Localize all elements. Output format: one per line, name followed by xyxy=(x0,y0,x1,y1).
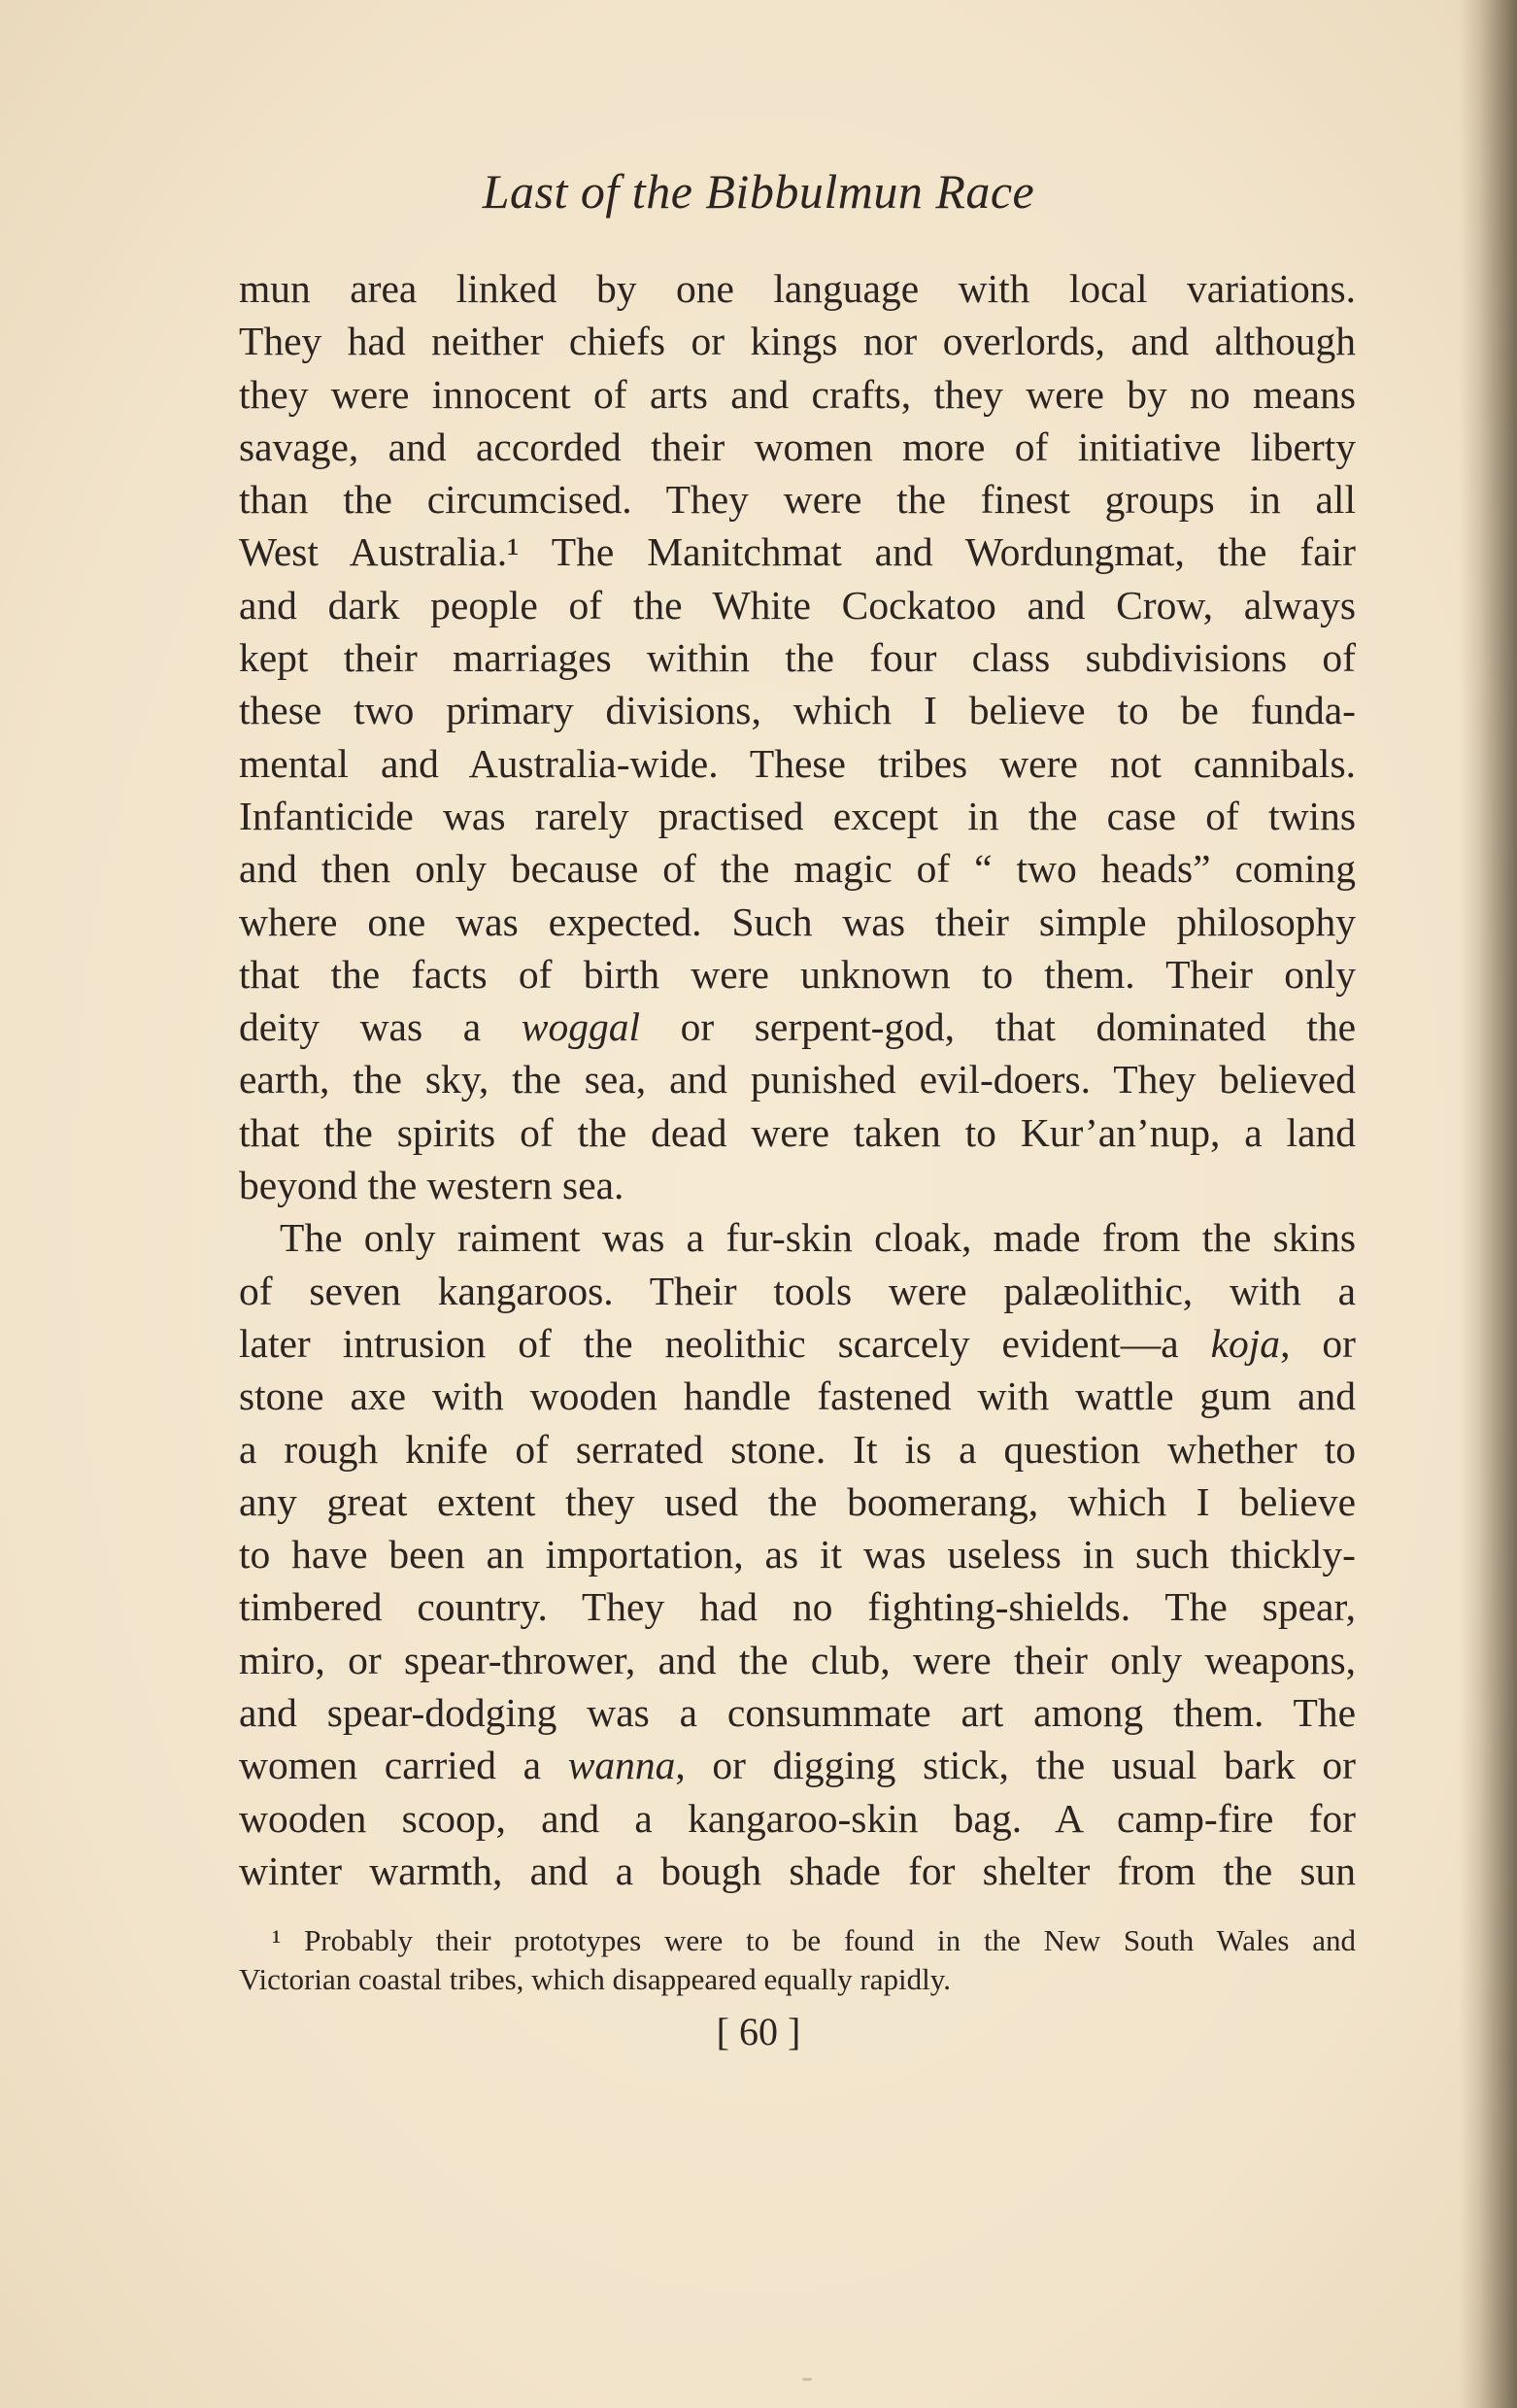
body-line: mental and Australia-wide. These tribes were not cannibals. xyxy=(239,740,1356,786)
body-line: later intrusion of the neolithic scarcely evident—a koja, or xyxy=(239,1320,1356,1366)
body-line: where one was expected. Such was their simple philosophy xyxy=(239,899,1356,944)
body-line: they were innocent of arts and crafts, they were by no means xyxy=(239,371,1356,417)
footnote xyxy=(239,1921,1356,1999)
running-head: Last of the Bibbulmun Race xyxy=(482,164,1035,219)
body-line: and spear-dodging was a consummate art among them. The xyxy=(239,1690,1356,1736)
body-line: savage, and accorded their women more of initiative liberty xyxy=(239,424,1356,469)
page-number: [ 60 ] xyxy=(716,2010,801,2053)
body-line: women carried a wanna, or digging stick, the usual bark or xyxy=(239,1743,1356,1788)
italic-term: koja xyxy=(1210,1320,1281,1366)
body-line: Infanticide was rarely practised except in the case of twins xyxy=(239,793,1356,838)
body-line: a rough knife of serrated stone. It is a question whether to xyxy=(239,1426,1356,1472)
body-line: beyond the western sea. xyxy=(239,1163,624,1208)
body-line: and dark people of the White Cockatoo and Crow, always xyxy=(239,582,1356,627)
body-line: wooden scoop, and a kangaroo-skin bag. A camp-fire for xyxy=(239,1795,1356,1841)
body-line: that the facts of birth were unknown to them. Their only xyxy=(239,951,1356,997)
body-line: kept their marriages within the four class subdivisions of xyxy=(239,635,1356,681)
body-line: The only raiment was a fur-skin cloak, made from the skins xyxy=(280,1215,1356,1261)
body-line: West Australia.¹ The Manitchmat and Wordungmat, the fair xyxy=(239,529,1356,575)
body-line: to have been an importation, as it was useless in such thickly- xyxy=(239,1532,1356,1577)
italic-term: woggal xyxy=(521,1004,640,1050)
body-line: They had neither chiefs or kings nor overlords, and although xyxy=(239,319,1356,364)
body-line: winter warmth, and a bough shade for shelter from the sun xyxy=(239,1848,1356,1893)
body-line: that the spirits of the dead were taken to Kur’an’nup, a land xyxy=(239,1109,1356,1155)
body-line: stone axe with wooden handle fastened with wattle gum and xyxy=(239,1374,1356,1419)
footnote-line: Victorian coastal tribes, which disappeared equally rapidly. xyxy=(239,1962,951,1996)
italic-term: wanna xyxy=(567,1743,676,1788)
paper-speck xyxy=(802,2378,812,2381)
body-line: mun area linked by one language with local variations. xyxy=(239,266,1356,311)
body-text xyxy=(239,262,1356,1897)
footnote-line: ¹ Probably their prototypes were to be found in the New South Wales and xyxy=(272,1923,1356,1957)
body-line: than the circumcised. They were the finest groups in all xyxy=(239,477,1356,523)
body-line: these two primary divisions, which I believe to be funda- xyxy=(239,688,1356,733)
body-line: deity was a woggal or serpent-god, that dominated the xyxy=(239,1004,1356,1050)
body-line: miro, or spear-thrower, and the club, were their only weapons, xyxy=(239,1637,1356,1682)
body-line: timbered country. They had no fighting-shields. The spear, xyxy=(239,1584,1356,1630)
body-line: of seven kangaroos. Their tools were palæolithic, with a xyxy=(239,1268,1356,1313)
body-line: and then only because of the magic of “ two heads” coming xyxy=(239,846,1356,892)
body-line: earth, the sky, the sea, and punished evil-doers. They believed xyxy=(239,1057,1356,1102)
body-line: any great extent they used the boomerang, which I believe xyxy=(239,1478,1356,1524)
